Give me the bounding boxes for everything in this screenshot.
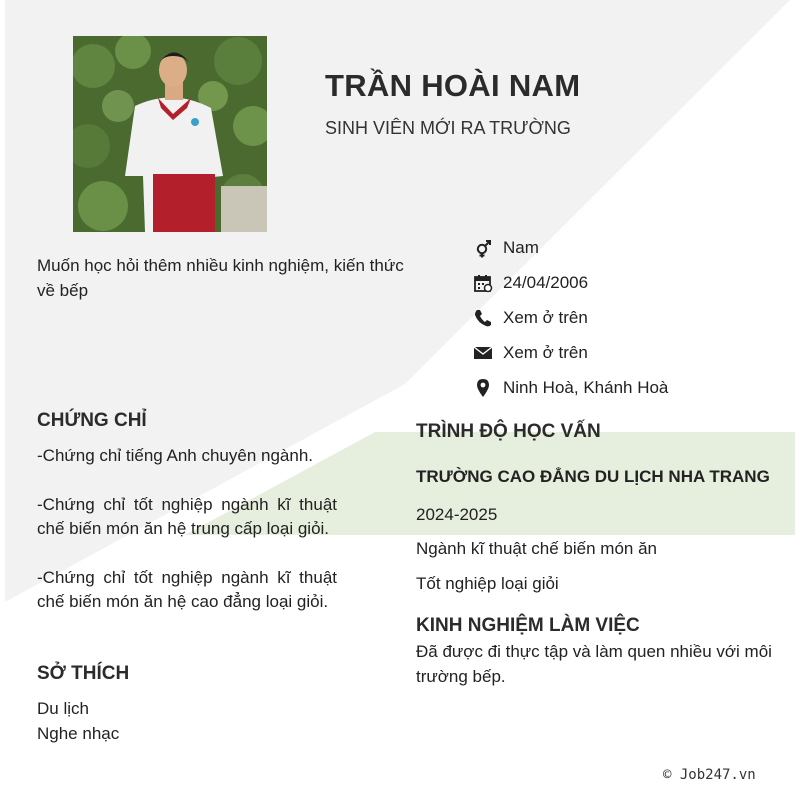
certificates-list: [37, 444, 337, 639]
contact-row-location: [472, 370, 668, 405]
certificate-item: -Chứng chỉ tốt nghiệp ngành kĩ thuật chế biến món ăn hệ cao đẳng loại giỏi.: [37, 568, 337, 611]
hobbies-list: [37, 696, 119, 746]
gender-icon: [472, 237, 494, 259]
school-name: TRƯỜNG CAO ĐẲNG DU LỊCH NHA TRANG: [416, 467, 770, 486]
chef-portrait-icon: [73, 36, 267, 232]
contact-row-birthdate: [472, 265, 668, 300]
email-icon: [472, 342, 494, 364]
contact-row-phone: [472, 300, 668, 335]
contact-row-gender: [472, 230, 668, 265]
experience-heading: KINH NGHIỆM LÀM VIỆC: [416, 615, 640, 636]
career-objective: Muốn học hỏi thêm nhiều kinh nghiệm, kiến thức về bếp: [37, 256, 404, 300]
certificate-item: -Chứng chỉ tiếng Anh chuyên ngành.: [37, 446, 314, 465]
profile-photo: [73, 36, 267, 232]
certificates-heading: CHỨNG CHỈ: [37, 410, 147, 431]
education-period: 2024-2025: [416, 505, 498, 524]
location-icon: [472, 377, 494, 399]
hobby-item: Du lịch: [37, 699, 89, 718]
birthdate-value: 24/04/2006: [503, 272, 589, 292]
contact-row-email: [472, 335, 668, 370]
email-value: Xem ở trên: [503, 342, 588, 362]
education-major: Ngành kĩ thuật chế biến món ăn: [416, 539, 657, 558]
phone-value: Xem ở trên: [503, 307, 588, 327]
phone-icon: [472, 307, 494, 329]
education-heading: TRÌNH ĐỘ HỌC VẤN: [416, 421, 601, 442]
calendar-icon: [472, 272, 494, 294]
candidate-title: SINH VIÊN MỚI RA TRƯỜNG: [325, 118, 571, 138]
education-result: Tốt nghiệp loại giỏi: [416, 574, 559, 593]
candidate-name: TRẦN HOÀI NAM: [325, 68, 581, 103]
certificate-item: -Chứng chỉ tốt nghiệp ngành kĩ thuật chế biến món ăn hệ trung cấp loại giỏi.: [37, 495, 337, 538]
contact-info: [472, 230, 668, 405]
gender-value: Nam: [503, 237, 539, 257]
location-value: Ninh Hoà, Khánh Hoà: [503, 377, 669, 397]
experience-description: Đã được đi thực tập và làm quen nhiều với môi trường bếp.: [416, 642, 772, 686]
hobby-item: Nghe nhạc: [37, 724, 120, 743]
footer-brand[interactable]: © Job247.vn: [663, 767, 756, 783]
hobbies-heading: SỞ THÍCH: [37, 663, 130, 684]
